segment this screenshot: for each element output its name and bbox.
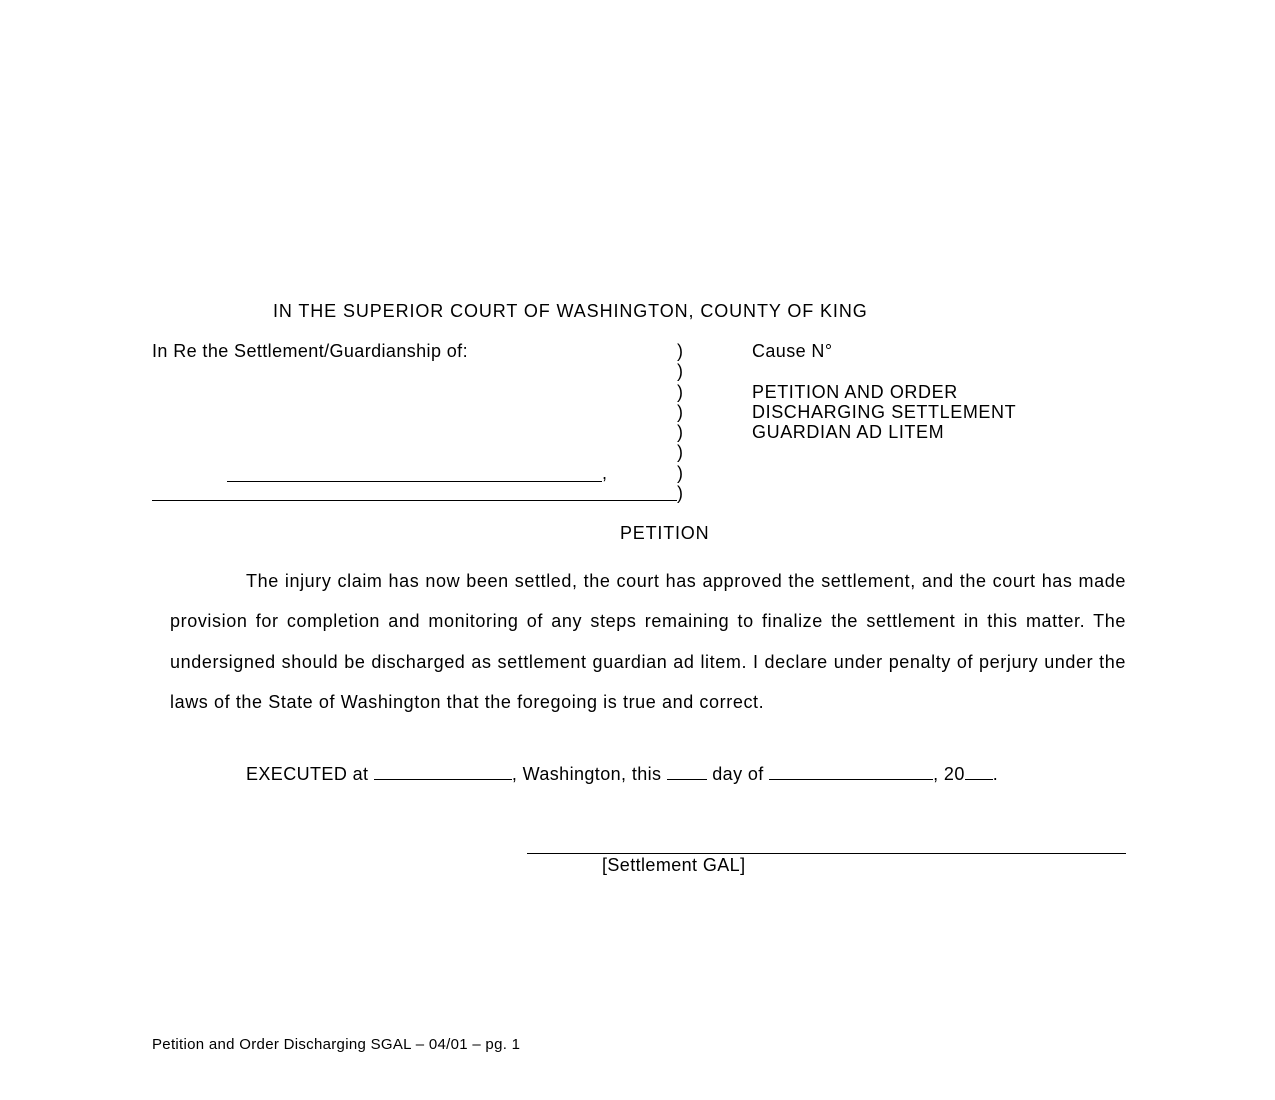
caption-bottom-line (152, 500, 677, 501)
caption-paren: ) (677, 341, 684, 361)
cause-number-label: Cause N° (752, 341, 833, 361)
party-name-comma: , (602, 463, 608, 483)
signature-line[interactable] (527, 853, 1126, 854)
in-re-label: In Re the Settlement/Guardianship of: (152, 341, 468, 361)
executed-text-day-of: day of (712, 764, 764, 784)
document-title-line: PETITION AND ORDER (752, 382, 958, 402)
signature-label: [Settlement GAL] (602, 855, 746, 875)
executed-day-blank[interactable] (667, 763, 707, 780)
petition-body (170, 561, 1126, 723)
caption-paren: ) (677, 361, 684, 381)
executed-year-blank[interactable] (965, 763, 993, 780)
caption-paren: ) (677, 463, 684, 483)
caption-paren: ) (677, 442, 684, 462)
executed-city-blank[interactable] (374, 763, 512, 780)
executed-month-blank[interactable] (769, 763, 933, 780)
executed-text-washington: , Washington, this (511, 764, 662, 784)
petition-body-text: The injury claim has now been settled, the court has approved the settlement, and the court has made provision for completion and monitoring of any steps remaining to finalize the settlement in this matter. The undersigned should be discharged as settlement guardian ad litem. I declare under penalty of perjury under the laws of the State of Washington that the foregoing is true and correct. (170, 571, 1126, 713)
document-title-line: GUARDIAN AD LITEM (752, 422, 945, 442)
party-name-line[interactable] (227, 481, 602, 482)
caption-paren: ) (677, 422, 684, 442)
executed-line (246, 763, 998, 784)
executed-prefix: EXECUTED at (246, 764, 369, 784)
caption-paren: ) (677, 483, 684, 503)
page-footer: Petition and Order Discharging SGAL – 04/01 – pg. 1 (152, 1036, 521, 1053)
petition-heading: PETITION (620, 523, 710, 543)
executed-text-year-prefix: , 20 (933, 764, 965, 784)
executed-suffix: . (992, 764, 999, 784)
document-title-line: DISCHARGING SETTLEMENT (752, 402, 1017, 422)
court-title: IN THE SUPERIOR COURT OF WASHINGTON, COUNTY OF KING (273, 301, 868, 321)
caption-paren: ) (677, 402, 684, 422)
caption-paren: ) (677, 382, 684, 402)
